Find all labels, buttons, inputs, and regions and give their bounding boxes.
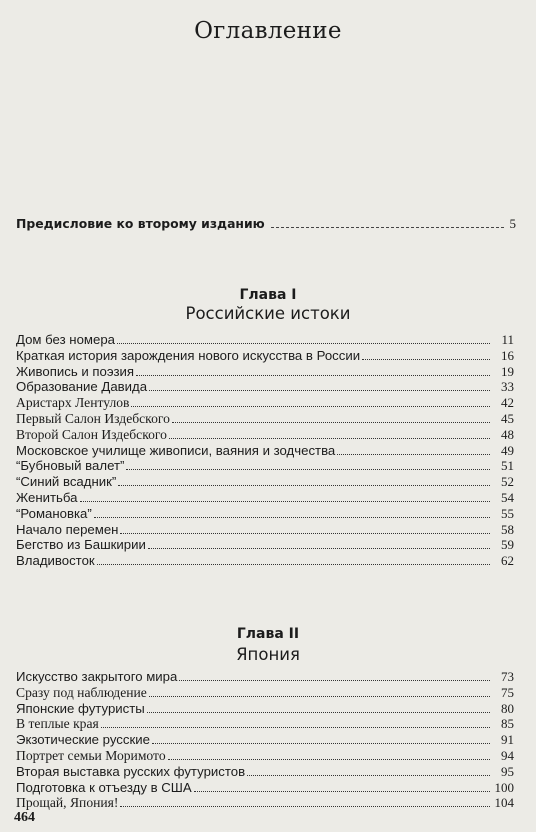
toc-entry-page: 19 <box>501 363 514 379</box>
toc-entry-page: 52 <box>501 474 514 490</box>
toc-entry-title: “Бубновый валет” <box>16 458 125 474</box>
toc-entry <box>16 669 514 685</box>
leader-dots <box>101 727 490 728</box>
toc-entry-page: 94 <box>501 747 514 763</box>
toc-entry <box>16 732 514 748</box>
leader-dots <box>149 696 490 697</box>
toc-entry-title: Портрет семьи Моримото <box>16 747 166 763</box>
toc-entry-page: 16 <box>501 347 514 363</box>
toc-entry <box>16 522 514 538</box>
toc-entry <box>16 506 514 522</box>
toc-entry <box>16 780 514 796</box>
preface-entry <box>16 216 516 232</box>
toc-entry-page: 49 <box>501 442 514 458</box>
toc-entry <box>16 332 514 348</box>
toc-entry-page: 80 <box>501 700 514 716</box>
chapter-1-entries <box>16 332 514 569</box>
toc-entry <box>16 764 514 780</box>
toc-entry <box>16 443 514 459</box>
leader-dots <box>97 564 490 565</box>
toc-entry-title: “Романовка” <box>16 505 92 521</box>
toc-entry-page: 85 <box>501 716 514 732</box>
toc-entry-title: Краткая история зарождения нового искусства в России <box>16 347 361 363</box>
leader-dots <box>337 454 490 455</box>
leader-dots <box>120 533 490 534</box>
chapter-2-name: Япония <box>236 645 300 664</box>
preface-label: Предисловие ко второму изданию <box>16 216 265 231</box>
chapter-1-number: Глава I <box>239 287 297 303</box>
chapter-1-name: Российские истоки <box>185 304 351 323</box>
toc-entry-title: Образование Давида <box>16 379 148 395</box>
toc-entry <box>16 395 514 411</box>
leader-dots <box>120 806 490 807</box>
toc-entry-title: Аристарх Лентулов <box>16 395 130 411</box>
toc-entry-title: Женитьба <box>16 489 78 505</box>
leader-dots <box>136 375 490 376</box>
page-number: 464 <box>14 810 35 825</box>
toc-entry-page: 33 <box>501 379 514 395</box>
toc-entry-title: Прощай, Япония! <box>16 795 119 811</box>
toc-entry-title: Сразу под наблюдение <box>16 684 147 700</box>
toc-entry-page: 100 <box>494 779 514 795</box>
toc-entry <box>16 553 514 569</box>
toc-entry-title: Подготовка к отъезду в США <box>16 779 192 795</box>
chapter-2-entries <box>16 669 514 811</box>
toc-entry-page: 45 <box>501 410 514 426</box>
toc-entry-title: Первый Салон Издебского <box>16 410 170 426</box>
leader-dots <box>169 438 490 439</box>
toc-entry-title: Вторая выставка русских футуристов <box>16 763 246 779</box>
toc-entry <box>16 427 514 443</box>
chapter-2-number: Глава II <box>236 626 300 642</box>
leader-dots <box>172 422 490 423</box>
toc-entry-title: Японские футуристы <box>16 700 145 716</box>
toc-entry-page: 95 <box>501 763 514 779</box>
leader-dots <box>118 485 490 486</box>
leader-dots <box>362 359 490 360</box>
leader-dots <box>194 791 490 792</box>
toc-entry-page: 42 <box>501 395 514 411</box>
toc-entry-page: 58 <box>501 521 514 537</box>
toc-entry-title: Живопись и поэзия <box>16 363 135 379</box>
toc-entry-title: Дом без номера <box>16 332 115 347</box>
toc-entry <box>16 748 514 764</box>
leader-dots <box>147 712 490 713</box>
leader-dots <box>247 775 490 776</box>
leader-dots <box>152 743 490 744</box>
leader-dots <box>126 469 490 470</box>
toc-entry <box>16 685 514 701</box>
toc-entry <box>16 458 514 474</box>
toc-entry <box>16 716 514 732</box>
toc-entry <box>16 411 514 427</box>
toc-entry-title: “Синий всадник” <box>16 474 117 490</box>
leader-dots <box>168 759 490 760</box>
toc-entry-page: 91 <box>501 732 514 748</box>
leader-dots <box>271 227 504 228</box>
toc-entry-page: 62 <box>501 553 514 569</box>
toc-entry <box>16 795 514 811</box>
toc-entry-page: 75 <box>501 684 514 700</box>
leader-dots <box>148 548 490 549</box>
toc-entry-title: Владивосток <box>16 553 95 569</box>
toc-entry-title: Искусство закрытого мира <box>16 669 178 684</box>
toc-entry-page: 11 <box>501 332 514 347</box>
leader-dots <box>131 406 490 407</box>
toc-entry-title: В теплые края <box>16 716 99 732</box>
leader-dots <box>179 680 490 681</box>
toc-entry-title: Начало перемен <box>16 521 119 537</box>
leader-dots <box>149 390 490 391</box>
leader-dots <box>80 501 491 502</box>
toc-entry <box>16 490 514 506</box>
toc-entry-page: 73 <box>501 669 514 684</box>
toc-entry-title: Второй Салон Издебского <box>16 426 167 442</box>
toc-entry-page: 54 <box>501 489 514 505</box>
toc-entry-title: Экзотические русские <box>16 732 150 748</box>
toc-entry-title: Бегство из Башкирии <box>16 537 146 553</box>
toc-entry-page: 48 <box>501 426 514 442</box>
page-title: Оглавление <box>194 18 342 44</box>
toc-entry-page: 59 <box>501 537 514 553</box>
toc-entry <box>16 701 514 717</box>
preface-page: 5 <box>509 216 516 231</box>
toc-entry <box>16 379 514 395</box>
toc-entry-page: 55 <box>501 505 514 521</box>
toc-entry-page: 104 <box>494 795 514 811</box>
toc-entry <box>16 537 514 553</box>
toc-entry-title: Московское училище живописи, ваяния и зодчества <box>16 442 336 458</box>
leader-dots <box>94 517 490 518</box>
toc-entry <box>16 474 514 490</box>
toc-entry <box>16 348 514 364</box>
toc-entry-page: 51 <box>501 458 514 474</box>
leader-dots <box>117 343 490 344</box>
toc-entry <box>16 364 514 380</box>
